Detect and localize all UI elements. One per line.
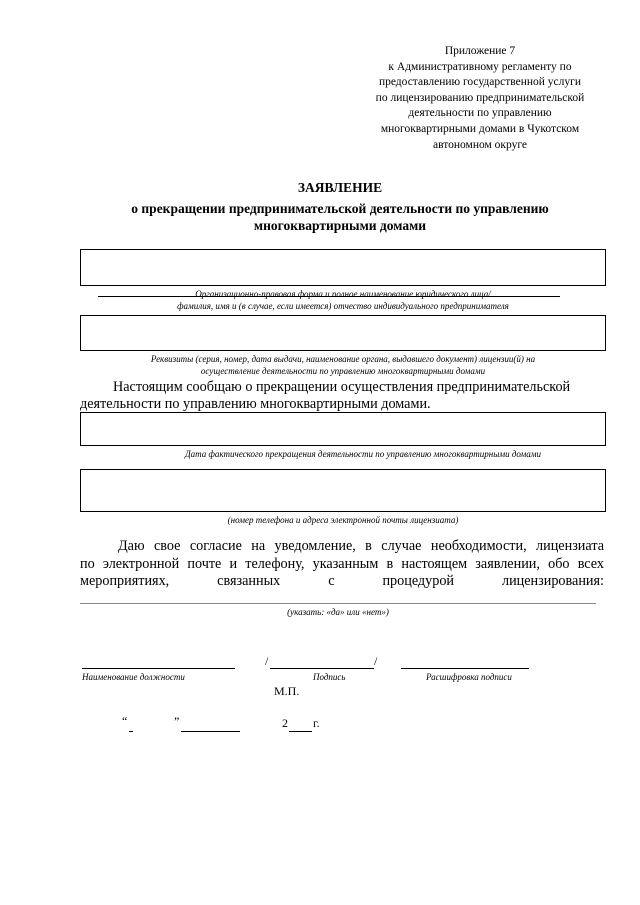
date-year-line[interactable] [289,731,312,732]
date-day-line[interactable] [129,731,133,732]
consent-line-1: Даю свое согласие на уведомление, в случае необходимости, лицензиата [118,538,604,554]
decoding-label: Расшифровка подписи [426,672,512,682]
consent-line-3: мероприятиях, связанных с процедурой лицензирования: [80,573,604,589]
appendix-line: предоставлению государственной услуги [378,76,582,89]
statement-line-2: деятельности по управлению многоквартирными домами. [80,396,431,412]
termination-date-caption: Дата фактического прекращения деятельности по управлению многоквартирными домами [184,449,542,459]
signature-line[interactable] [270,668,374,669]
statement-line-1: Настоящим сообщаю о прекращении осуществления предпринимательской [113,379,571,395]
appendix-line: многоквартирными домами в Чукотском [380,122,580,135]
signature-slash-right: / [374,654,378,668]
appendix-line: Приложение 7 [444,45,516,57]
signature-slash-left: / [265,654,269,668]
consent-paragraph [80,538,604,591]
organization-caption-2: фамилия, имя и (в случае, если имеется) отчество индивидуального предпринимателя [177,301,509,311]
document-subtitle-line-1: о прекращении предпринимательской деятельности по управлению [131,201,549,216]
consent-line-2: по электронной почте и телефону, указанным в настоящем заявлении, обо всех [80,555,604,572]
decoding-line[interactable] [401,668,529,669]
license-details-field[interactable] [80,315,606,351]
appendix-line: деятельности по управлению [408,107,552,120]
date-year-suffix: г. [313,716,320,730]
organization-name-field[interactable] [80,249,606,286]
document-title: ЗАЯВЛЕНИЕ [297,180,383,195]
contacts-field[interactable] [80,469,606,512]
appendix-line: к Административному регламенту по [388,60,572,73]
position-line[interactable] [82,668,235,669]
consent-answer-line[interactable] [80,603,596,604]
appendix-header [356,44,604,153]
date-close-quote: ” [174,714,180,728]
date-year-prefix: 2 [282,716,288,730]
license-caption-2: осуществление деятельности по управлению многоквартирными домами [200,366,486,376]
document-subtitle-line-2: многоквартирными домами [253,218,427,233]
stamp-label: М.П. [274,684,300,698]
contacts-caption: (номер телефона и адреса электронной почты лицензиата) [227,515,459,525]
signature-label: Подпись [313,672,346,682]
appendix-line: автономном округе [432,138,528,151]
consent-caption: (указать: «да» или «нет») [287,607,389,617]
date-month-line[interactable] [181,731,240,732]
appendix-line: по лицензированию предпринимательской [375,91,585,104]
position-label: Наименование должности [82,672,185,682]
termination-date-field[interactable] [80,412,606,446]
date-open-quote: “ [122,714,128,728]
organization-caption-1: Организационно-правовая форма и полное наименование юридического лица/ [195,289,491,299]
license-caption-1: Реквизиты (серия, номер, дата выдачи, наименование органа, выдавшего документ) лицензии(й) на [150,354,536,364]
